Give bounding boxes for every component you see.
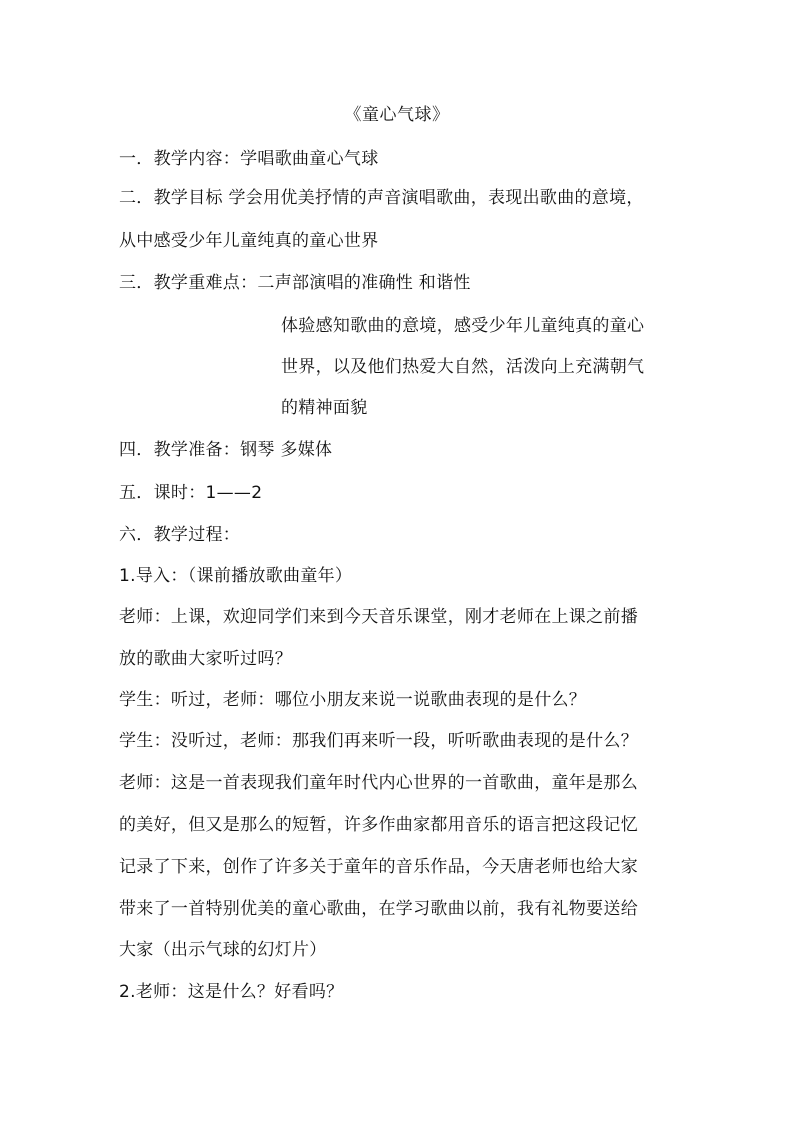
key-difficulties-detail-3: 的精神面貌 (281, 398, 368, 418)
section-preparation: 四．教学准备：钢琴 多媒体 (119, 440, 333, 460)
process-step-2: 2.老师：这是什么？好看吗？ (119, 982, 344, 1002)
document-title: 《童心气球》 (344, 105, 450, 125)
section-key-difficulties: 三．教学重难点：二声部演唱的准确性 和谐性 (119, 273, 471, 293)
paragraph-teacher-1-cont: 放的歌曲大家听过吗？ (119, 649, 292, 669)
section-teaching-goal: 二．教学目标 学会用优美抒情的声音演唱歌曲，表现出歌曲的意境， (119, 188, 644, 208)
section-teaching-content: 一．教学内容：学唱歌曲童心气球 (119, 149, 379, 169)
section-teaching-goal-cont: 从中感受少年儿童纯真的童心世界 (119, 231, 379, 251)
key-difficulties-detail-2: 世界，以及他们热爱大自然，活泼向上充满朝气 (281, 357, 645, 377)
paragraph-student-2: 学生：没听过，老师：那我们再来听一段，听听歌曲表现的是什么？ (119, 731, 638, 751)
paragraph-teacher-2-line-2: 的美好，但又是那么的短暂，许多作曲家都用音乐的语言把这段记忆 (119, 815, 638, 835)
paragraph-teacher-2: 老师：这是一首表现我们童年时代内心世界的一首歌曲，童年是那么 (119, 773, 638, 793)
paragraph-teacher-1: 老师：上课，欢迎同学们来到今天音乐课堂，刚才老师在上课之前播 (119, 607, 638, 627)
section-process: 六．教学过程： (119, 525, 241, 545)
paragraph-teacher-2-line-5: 大家（出示气球的幻灯片） (119, 940, 327, 960)
section-class-hours: 五．课时：1——2 (119, 483, 263, 503)
paragraph-teacher-2-line-4: 带来了一首特别优美的童心歌曲，在学习歌曲以前，我有礼物要送给 (119, 899, 638, 919)
key-difficulties-detail-1: 体验感知歌曲的意境，感受少年儿童纯真的童心 (281, 316, 645, 336)
paragraph-student-1: 学生：听过，老师：哪位小朋友来说一说歌曲表现的是什么？ (119, 690, 587, 710)
process-step-intro: 1.导入：（课前播放歌曲童年） (119, 566, 353, 586)
paragraph-teacher-2-line-3: 记录了下来，创作了许多关于童年的音乐作品，今天唐老师也给大家 (119, 857, 638, 877)
